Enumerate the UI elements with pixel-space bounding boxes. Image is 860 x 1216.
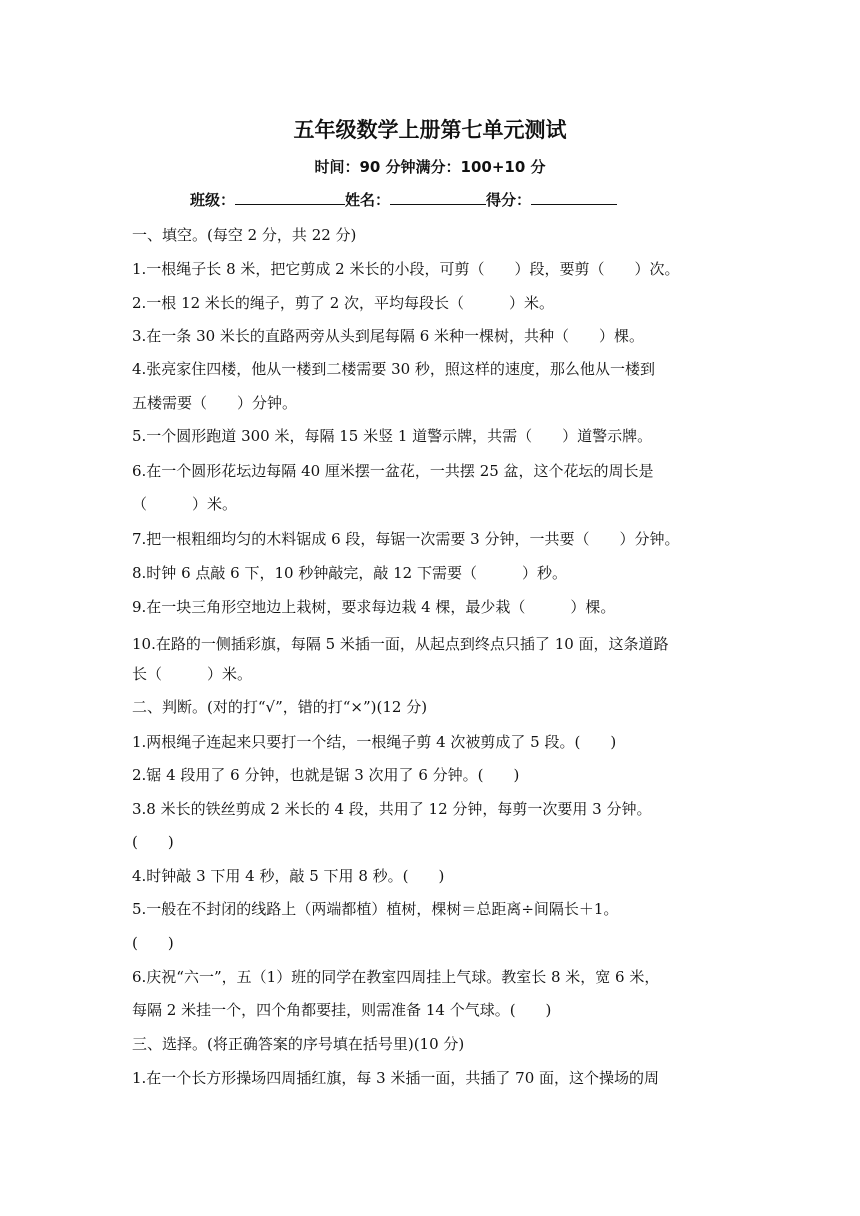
class-blank [235, 190, 345, 205]
question-line: （ ）米。 [132, 495, 238, 513]
question-line: 5.一般在不封闭的线路上（两端都植）植树，棵树＝总距离÷间隔长＋1。 [132, 900, 619, 918]
question-line: 7.把一根粗细均匀的木料锯成 6 段，每锯一次需要 3 分钟，一共要（ ）分钟。 [132, 530, 680, 548]
question-line: 6.庆祝“六一”，五（1）班的同学在教室四周挂上气球。教室长 8 米，宽 6 米， [132, 968, 660, 986]
name-label: 姓名： [345, 191, 391, 209]
question-line: 长（ ）米。 [132, 665, 253, 683]
question-line: 4.时钟敲 3 下用 4 秒，敲 5 下用 8 秒。( ) [132, 867, 445, 885]
question-line: 1.一根绳子长 8 米，把它剪成 2 米长的小段，可剪（ ）段，要剪（ ）次。 [132, 260, 680, 278]
section-heading: 三、选择。(将正确答案的序号填在括号里)(10 分) [132, 1035, 465, 1053]
question-line: 8.时钟 6 点敲 6 下，10 秒钟敲完，敲 12 下需要（ ）秒。 [132, 564, 567, 582]
section-heading: 一、填空。(每空 2 分，共 22 分) [132, 226, 357, 244]
exam-title: 五年级数学上册第七单元测试 [293, 118, 567, 142]
name-blank [390, 190, 486, 205]
class-label: 班级： [190, 191, 236, 209]
question-line: 3.8 米长的铁丝剪成 2 米长的 4 段，共用了 12 分钟，每剪一次要用 3 分钟。 [132, 800, 652, 818]
score-blank [531, 190, 617, 205]
section-heading: 二、判断。(对的打“√”，错的打“×”)(12 分) [132, 698, 428, 716]
question-line: 2.锯 4 段用了 6 分钟，也就是锯 3 次用了 6 分钟。( ) [132, 766, 520, 784]
question-line: 五楼需要（ ）分钟。 [132, 394, 298, 412]
question-line: 2.一根 12 米长的绳子，剪了 2 次，平均每段长（ ）米。 [132, 294, 555, 312]
question-line: ( ) [132, 833, 174, 851]
question-line: 6.在一个圆形花坛边每隔 40 厘米摆一盆花，一共摆 25 盆，这个花坛的周长是 [132, 462, 654, 480]
exam-time-score: 时间：90 分钟满分：100+10 分 [314, 158, 546, 176]
question-line: 每隔 2 米挂一个，四个角都要挂，则需准备 14 个气球。( ) [132, 1001, 552, 1019]
question-line: 4.张亮家住四楼，他从一楼到二楼需要 30 秒，照这样的速度，那么他从一楼到 [132, 360, 655, 378]
student-info-row [190, 189, 617, 210]
question-line: 5.一个圆形跑道 300 米，每隔 15 米竖 1 道警示牌，共需（ ）道警示牌。 [132, 427, 653, 445]
question-line: 1.两根绳子连起来只要打一个结，一根绳子剪 4 次被剪成了 5 段。( ) [132, 733, 617, 751]
question-line: 1.在一个长方形操场四周插红旗，每 3 米插一面，共插了 70 面，这个操场的周 [132, 1069, 660, 1087]
question-line: ( ) [132, 934, 174, 952]
question-line: 9.在一块三角形空地边上栽树，要求每边栽 4 棵，最少栽（ ）棵。 [132, 598, 616, 616]
question-line: 3.在一条 30 米长的直路两旁从头到尾每隔 6 米种一棵树，共种（ ）棵。 [132, 327, 645, 345]
question-line: 10.在路的一侧插彩旗，每隔 5 米插一面，从起点到终点只插了 10 面，这条道路 [132, 635, 669, 653]
score-label: 得分： [486, 191, 532, 209]
